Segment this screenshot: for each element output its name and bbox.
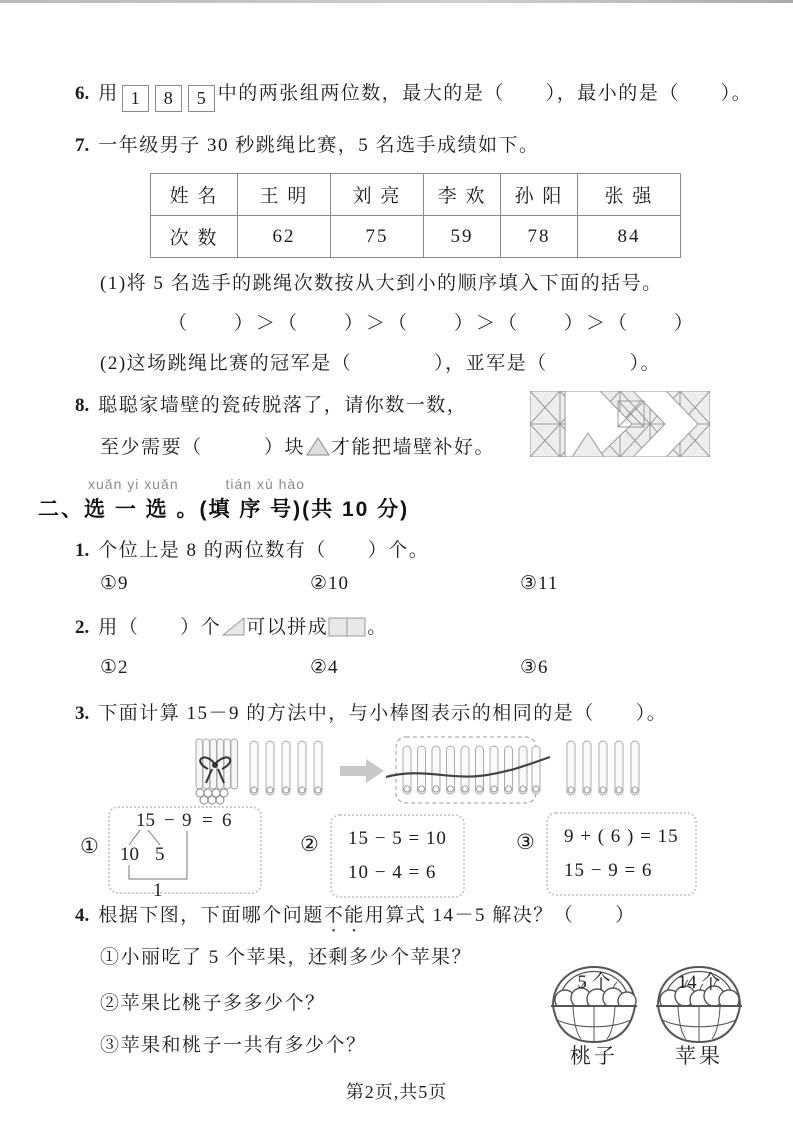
triangle-tile-icon <box>305 435 331 457</box>
choice-3-text: 下面计算 15－9 的方法中，与小棒图表示的相同的是（ ）。 <box>98 703 668 724</box>
choice-1-number: 1. <box>75 540 90 561</box>
choice-3-option-3-box <box>546 812 697 896</box>
choice-3-option-2-label: ② <box>300 832 319 856</box>
choice-4-post: 用算式 14－5 解决？（ ） <box>364 905 636 926</box>
table-cell: 张 强 <box>578 174 681 216</box>
jump-rope-score-table <box>150 173 681 258</box>
svg-text:6: 6 <box>222 810 232 831</box>
choice-1-option-3: ③11 <box>520 573 559 594</box>
choice-2-option-1: ①2 <box>100 657 129 678</box>
svg-text:=: = <box>202 810 213 831</box>
equation-line: 10 − 4 = 6 <box>348 862 437 883</box>
svg-text:苹果: 苹果 <box>675 1044 723 1066</box>
choice-2-number: 2. <box>75 617 90 638</box>
table-cell: 李 欢 <box>424 174 501 216</box>
svg-text:14 个: 14 个 <box>677 972 721 993</box>
table-cell: 姓 名 <box>151 174 238 216</box>
choice-2-pre: 用（ ）个 <box>98 617 222 638</box>
question-6-number: 6. <box>75 83 90 104</box>
svg-text:15: 15 <box>136 810 155 831</box>
pinyin-part1: xuǎn yi xuǎn <box>88 476 179 492</box>
choice-4-number: 4. <box>75 905 90 926</box>
svg-text:−: − <box>164 810 175 831</box>
question-6-pre: 用 <box>98 83 119 104</box>
equation-line: 15 − 9 = 6 <box>564 860 653 881</box>
question-6 <box>75 78 752 112</box>
table-cell: 84 <box>578 216 681 258</box>
decomposition-diagram <box>110 808 258 900</box>
question-8-text1: 聪聪家墙壁的瓷砖脱落了，请你数一数， <box>98 395 468 416</box>
right-triangle-icon <box>221 615 246 637</box>
choice-3-option-2-box <box>330 814 465 898</box>
question-7-text: 一年级男子 30 秒跳绳比赛，5 名选手成绩如下。 <box>98 135 540 156</box>
choice-2-post: 。 <box>367 617 388 638</box>
question-8-text2b: 才能把墙壁补好。 <box>331 437 496 458</box>
choice-4-emphasized: 不能 <box>323 905 365 926</box>
equation-line: 9 + ( 6 ) = 15 <box>564 826 679 847</box>
question-7 <box>75 130 540 157</box>
table-cell: 次 数 <box>151 216 238 258</box>
section-2-pinyin <box>88 476 305 492</box>
choice-2-option-2: ②4 <box>310 657 339 678</box>
question-7-sub1: (1)将 5 名选手的跳绳次数按从大到小的顺序填入下面的括号。 <box>100 273 663 294</box>
choice-4-option-2: ②苹果比桃子多多少个？ <box>100 993 326 1014</box>
choice-3-option-1-box <box>108 806 262 900</box>
number-card-8: 8 <box>155 85 182 112</box>
choice-3 <box>75 698 667 725</box>
arrow-right-icon <box>340 759 384 783</box>
table-row-counts <box>151 216 681 258</box>
svg-text:10: 10 <box>120 844 139 865</box>
table-cell: 78 <box>501 216 578 258</box>
two-squares-icon <box>328 617 367 637</box>
number-card-5: 5 <box>188 85 215 112</box>
table-cell: 59 <box>424 216 501 258</box>
choice-3-option-1-label: ① <box>80 834 99 858</box>
number-card-1: 1 <box>122 85 149 112</box>
counting-sticks-illustration <box>182 733 647 809</box>
table-cell: 王 明 <box>238 174 331 216</box>
svg-text:9: 9 <box>182 810 192 831</box>
svg-text:5: 5 <box>155 844 165 865</box>
question-6-post: 中的两张组两位数，最大的是（ ），最小的是（ ）。 <box>217 83 753 104</box>
question-7-ordering-blanks: （ ）＞（ ）＞（ ）＞（ ）＞（ ） <box>168 313 697 334</box>
pinyin-part2: tián xù hào <box>225 476 305 492</box>
apple-basket <box>656 967 742 1066</box>
choice-1-option-2: ②10 <box>310 573 350 594</box>
svg-text:5 个: 5 个 <box>577 972 611 993</box>
question-8-text2a: 至少需要（ ）块 <box>100 437 306 458</box>
table-cell: 刘 亮 <box>331 174 424 216</box>
question-8-line1 <box>75 390 467 417</box>
question-8-number: 8. <box>75 395 90 416</box>
table-row-names <box>151 174 681 216</box>
svg-text:1: 1 <box>153 880 163 900</box>
question-7-number: 7. <box>75 135 90 156</box>
scan-edge-line <box>0 0 793 3</box>
page-footer: 第2页,共5页 <box>345 1082 448 1102</box>
choice-2 <box>75 612 388 639</box>
section-2-heading: 二、选 一 选 。(填 序 号)(共 10 分) <box>38 498 410 521</box>
choice-3-option-3-label: ③ <box>516 830 535 854</box>
equation-line: 15 − 5 = 10 <box>348 828 447 849</box>
choice-2-option-3: ③6 <box>520 657 549 678</box>
question-8-line2 <box>100 432 495 459</box>
choice-4-pre: 根据下图，下面哪个问题 <box>98 905 324 926</box>
choice-1-text: 个位上是 8 的两位数有（ ）个。 <box>98 540 430 561</box>
choice-4-option-3: ③苹果和桃子一共有多少个？ <box>100 1035 367 1056</box>
question-7-sub2: (2)这场跳绳比赛的冠军是（ ），亚军是（ ）。 <box>100 353 662 374</box>
choice-4-option-1: ①小丽吃了 5 个苹果，还剩多少个苹果？ <box>100 947 473 968</box>
peach-basket <box>551 967 637 1066</box>
choice-1-option-1: ①9 <box>100 573 129 594</box>
fruit-baskets-illustration <box>545 926 750 1066</box>
table-cell: 75 <box>331 216 424 258</box>
table-cell: 孙 阳 <box>501 174 578 216</box>
svg-text:桃子: 桃子 <box>570 1044 618 1066</box>
choice-1 <box>75 535 429 562</box>
wall-tiles-illustration <box>530 391 710 457</box>
choice-2-mid: 可以拼成 <box>246 617 329 638</box>
choice-3-number: 3. <box>75 703 90 724</box>
table-cell: 62 <box>238 216 331 258</box>
